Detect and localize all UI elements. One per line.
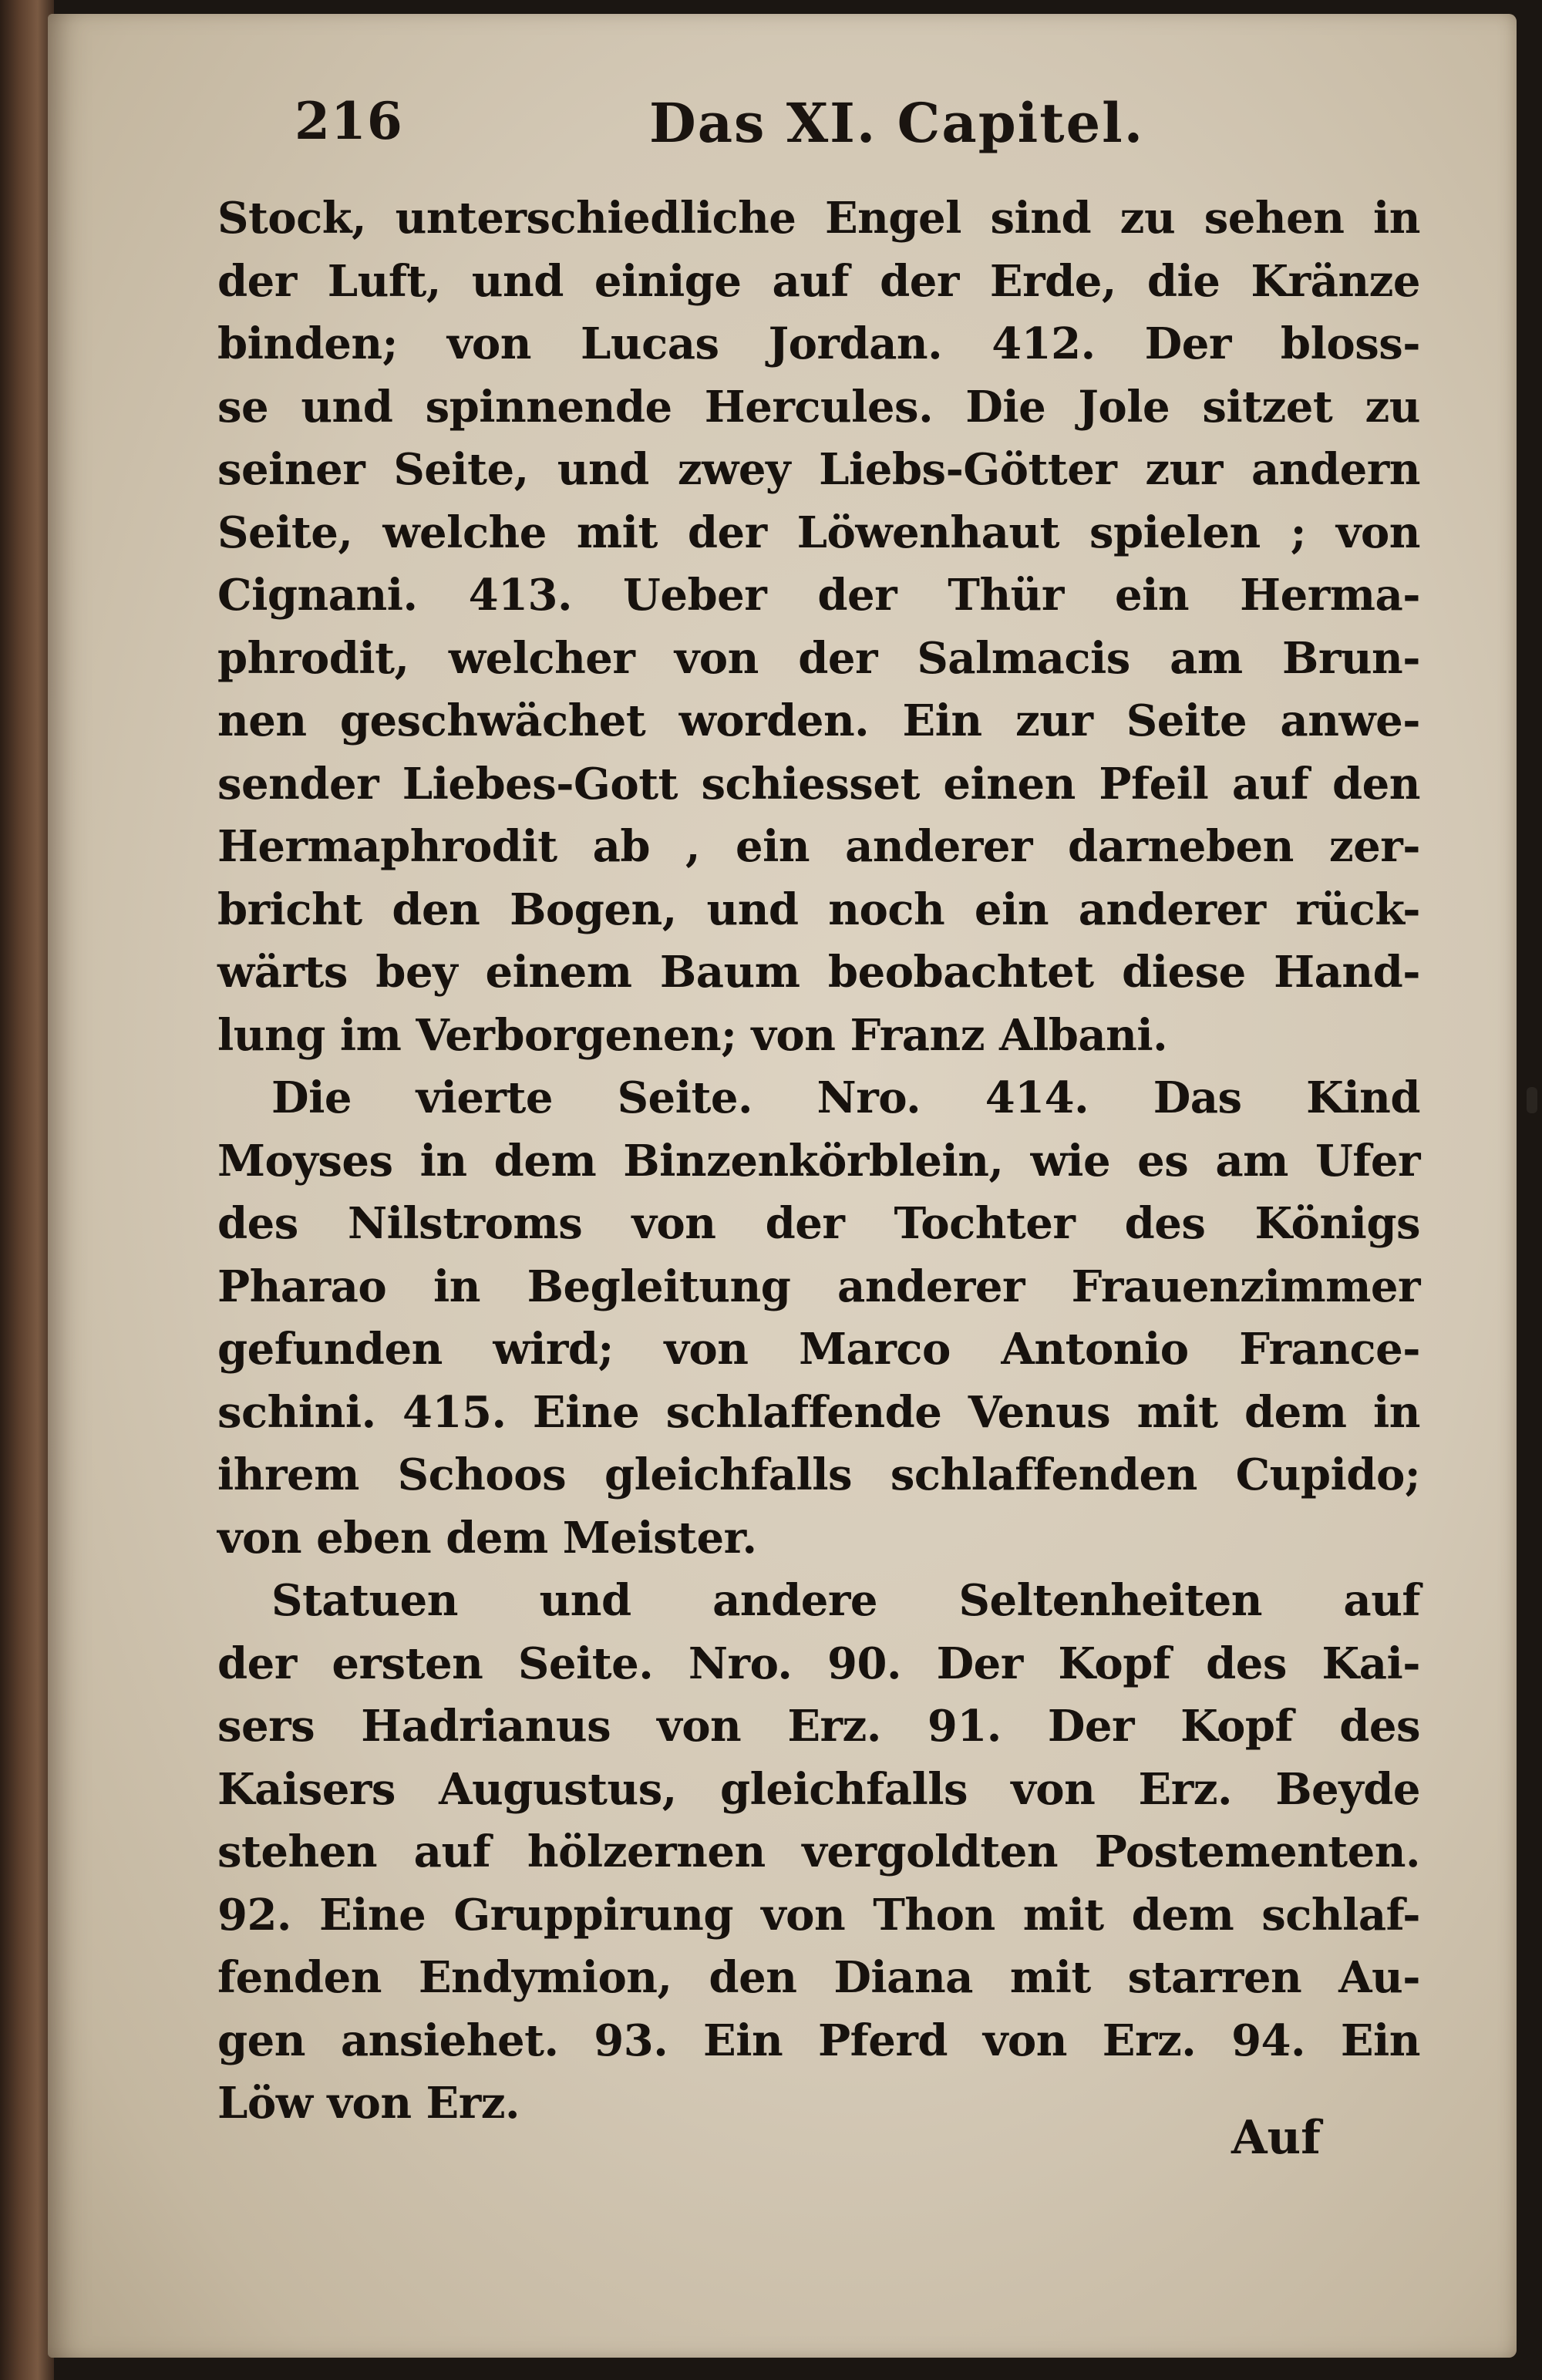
body-text [217,187,1420,2136]
text-line: gen ansiehet. 93. Ein Pferd von Erz. 94. Ein [217,2015,1420,2066]
page-edge-mark [1527,1087,1537,1113]
text-line: Die vierte Seite. Nro. 414. Das Kind [271,1072,1420,1123]
text-line: lung im Verborgenen; von Franz Albani. [217,1009,1168,1061]
text-line: Cignani. 413. Ueber der Thür ein Herma- [217,570,1420,621]
text-line: sender Liebes-Gott schiesset einen Pfeil auf den [217,758,1420,810]
text-line: der Luft, und einige auf der Erde, die Kränze [217,255,1420,307]
text-line: Stock, unterschiedliche Engel sind zu sehen in [217,193,1420,244]
text-line: von eben dem Meister. [217,1512,757,1564]
catchword: Auf [1231,2111,1321,2165]
book-spine [0,0,54,2380]
page-number: 216 [295,91,403,151]
text-line: nen geschwächet worden. Ein zur Seite anwe- [217,695,1420,746]
text-line: phrodit, welcher von der Salmacis am Brun- [217,632,1420,684]
page-header [295,91,1412,168]
text-line: se und spinnende Hercules. Die Jole sitzet zu [217,381,1420,433]
text-line: ihrem Schoos gleichfalls schlaffenden Cupido; [217,1449,1420,1500]
text-line: sers Hadrianus von Erz. 91. Der Kopf des [217,1701,1420,1752]
text-line: Löw von Erz. [217,2078,520,2129]
text-line: bricht den Bogen, und noch ein anderer rück- [217,884,1420,935]
text-line: Seite, welche mit der Löwenhaut spielen ; von [217,507,1420,558]
text-line: seiner Seite, und zwey Liebs-Götter zur andern [217,444,1420,495]
text-line: Kaisers Augustus, gleichfalls von Erz. Beyde [217,1763,1420,1815]
text-line: binden; von Lucas Jordan. 412. Der bloss- [217,318,1420,369]
text-line: des Nilstroms von der Tochter des Königs [217,1198,1420,1249]
book-page [48,14,1517,2358]
text-line: schini. 415. Eine schlaffende Venus mit dem in [217,1386,1420,1438]
text-line: Moyses in dem Binzenkörblein, wie es am Ufer [217,1135,1420,1187]
text-line: stehen auf hölzernen vergoldten Postementen. [217,1826,1420,1877]
running-title: Das XI. Capitel. [649,91,1145,155]
text-line: Statuen und andere Seltenheiten auf [271,1575,1420,1626]
text-line: gefunden wird; von Marco Antonio France- [217,1324,1420,1375]
text-line: Hermaphrodit ab , ein anderer darneben zer- [217,821,1420,872]
text-line: der ersten Seite. Nro. 90. Der Kopf des Kai- [217,1638,1420,1689]
text-line: fenden Endymion, den Diana mit starren Au- [217,1952,1420,2003]
text-line: 92. Eine Gruppirung von Thon mit dem schlaf- [217,1889,1420,1941]
text-line: Pharao in Begleitung anderer Frauenzimmer [217,1261,1420,1312]
text-line: wärts bey einem Baum beobachtet diese Hand- [217,947,1420,998]
